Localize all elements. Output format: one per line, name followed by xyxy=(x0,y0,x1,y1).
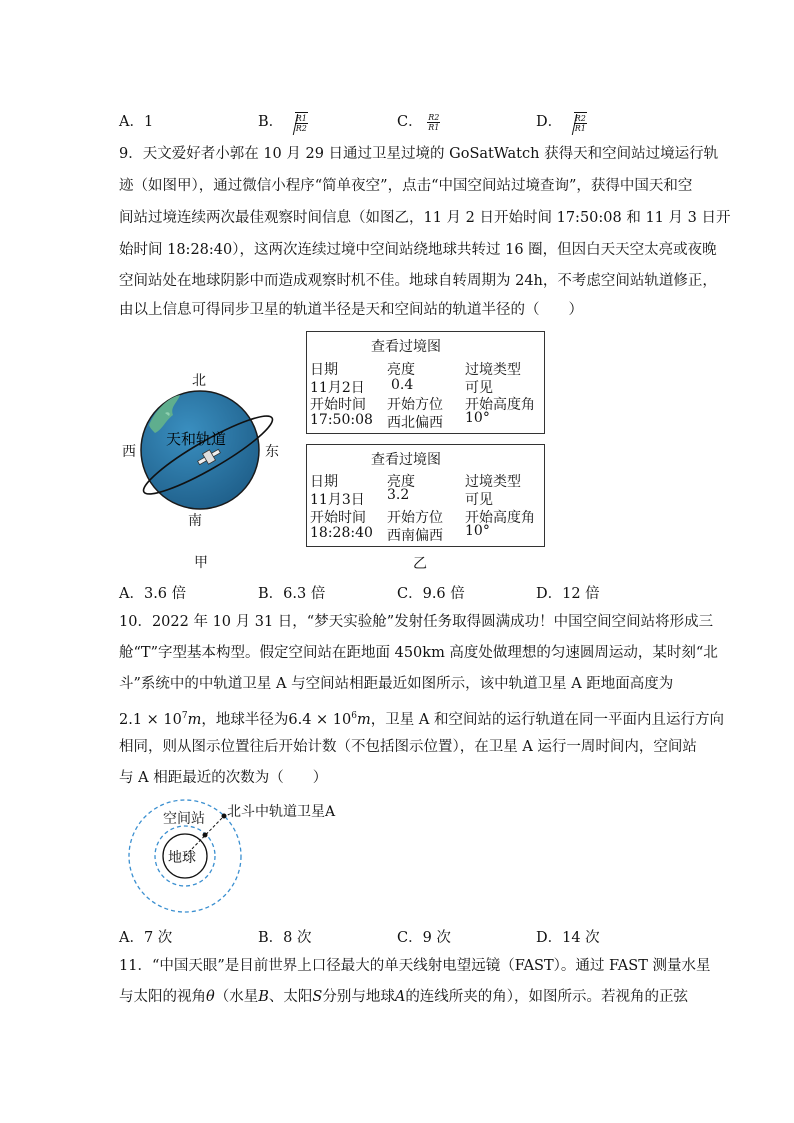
table-title: 查看过境图 xyxy=(371,452,441,468)
table-cell: 亮度 xyxy=(387,362,415,378)
compass-south: 南 xyxy=(188,513,202,529)
table-cell: 可见 xyxy=(465,492,493,508)
q10-line: 10．2022 年 10 月 31 日，“梦天实验舱”发射任务取得圆满成功！中国空间空间站将形成三 xyxy=(119,614,714,630)
table-cell: 可见 xyxy=(465,380,493,396)
table-cell: 开始高度角 xyxy=(465,397,535,413)
table-cell: 亮度 xyxy=(387,474,415,490)
pass-info-table-1 xyxy=(306,331,545,434)
table-cell: 0.4 xyxy=(391,377,414,393)
q10-option-a: A．7 次 xyxy=(119,930,173,946)
table-cell: 过境类型 xyxy=(465,474,521,490)
orbit-label: 天和轨道 xyxy=(166,430,227,448)
table-cell: 17:50:08 xyxy=(310,412,373,428)
q9-option-d: D．12 倍 xyxy=(536,586,600,602)
figure-caption-b: 乙 xyxy=(413,556,427,572)
q9-line: 由以上信息可得同步卫星的轨道半径是天和空间站的轨道半径的（ ） xyxy=(119,302,583,318)
table-cell: 日期 xyxy=(310,362,338,378)
table-cell: 开始方位 xyxy=(387,397,443,413)
q10-line: $2.1 \times 10^7m$，地球半径为$6.4 \times 10^6m$，卫星 A 和空间站的运行轨道在同一平面内且运行方向 xyxy=(119,711,724,728)
table-cell: 10° xyxy=(465,410,490,426)
q9-line: 始时间 18:28:40），这两次连续过境中空间站绕地球共转过 16 圈，但因白天天空太亮或夜晚 xyxy=(119,242,717,258)
compass-north: 北 xyxy=(192,373,206,389)
q10-line: 相同，则从图示位置往后开始计数（不包括图示位置），在卫星 A 运行一周时间内，空间站 xyxy=(119,739,697,755)
compass-east: 东 xyxy=(265,444,279,460)
table-cell: 18:28:40 xyxy=(310,525,373,541)
table-cell: 10° xyxy=(465,523,490,539)
q10-option-c: C．9 次 xyxy=(397,930,451,946)
table-cell: 日期 xyxy=(310,474,338,490)
q11-line: 与太阳的视角θ（水星B、太阳S分别与地球A的连线所夹的角），如图所示。若视角的正弦 xyxy=(119,989,689,1005)
q10-line: 斗”系统中的中轨道卫星 A 与空间站相距最近如图所示，该中轨道卫星 A 距地面高度为 xyxy=(119,676,674,692)
sat-a-dot xyxy=(222,814,227,819)
q9-line: 9．天文爱好者小郭在 10 月 29 日通过卫星过境的 GoSatWatch 获得天和空间站过境运行轨 xyxy=(119,146,719,162)
q8-option-c: C． $\frac{R2}{R1}$ xyxy=(397,112,440,132)
q8-option-b: B． $\frac{R1}{R2}$ xyxy=(258,113,307,133)
table-cell: 开始高度角 xyxy=(465,510,535,526)
compass-west: 西 xyxy=(122,444,136,460)
table-cell: 西南偏西 xyxy=(387,528,443,544)
q9-option-a: A．3.6 倍 xyxy=(119,586,187,602)
sqrt-symbol: $\frac{R1}{R2}$ xyxy=(288,112,308,133)
q9-line: 间站过境连续两次最佳观察时间信息（如图乙，11 月 2 日开始时间 17:50:08 和 11 月 3 日开 xyxy=(119,210,731,226)
table-cell: 开始时间 xyxy=(310,397,366,413)
table-cell: 西北偏西 xyxy=(387,415,443,431)
q10-line: 与 A 相距最近的次数为（ ） xyxy=(119,770,328,786)
q8-option-a: A．1 xyxy=(119,114,154,130)
table-cell: 开始方位 xyxy=(387,510,443,526)
q9-option-b: B．6.3 倍 xyxy=(258,586,326,602)
sqrt-symbol: $\frac{R2}{R1}$ xyxy=(567,112,587,133)
table-cell: 过境类型 xyxy=(465,362,521,378)
q9-option-c: C．9.6 倍 xyxy=(397,586,465,602)
station-label: 空间站 xyxy=(163,811,205,827)
table-title: 查看过境图 xyxy=(371,339,441,355)
sat-a-label: 北斗中轨道卫星A xyxy=(227,804,336,820)
table-cell: 3.2 xyxy=(387,487,410,503)
q9-line: 迹（如图甲），通过微信小程序“简单夜空”，点击“中国空间站过境查询”，获得中国天和空 xyxy=(119,178,693,194)
station-dot xyxy=(203,833,208,838)
q8-option-d: D． $\frac{R2}{R1}$ xyxy=(536,113,586,133)
q9-line: 空间站处在地球阴影中而造成观察时机不佳。地球自转周期为 24h，不考虑空间站轨道修正， xyxy=(119,273,717,289)
table-cell: 11月3日 xyxy=(310,492,365,508)
figure-caption-a: 甲 xyxy=(194,555,208,571)
table-cell: 开始时间 xyxy=(310,510,366,526)
earth-label: 地球 xyxy=(168,850,196,866)
table-cell: 11月2日 xyxy=(310,380,365,396)
pass-info-table-2 xyxy=(306,444,545,547)
q11-line: 11．“中国天眼”是目前世界上口径最大的单天线射电望远镜（FAST）。通过 FAST 测量水星 xyxy=(119,958,711,974)
q10-line: 舱“T”字型基本构型。假定空间站在距地面 450km 高度处做理想的匀速圆周运动，某时刻“北 xyxy=(119,645,718,661)
q10-option-d: D．14 次 xyxy=(536,930,600,946)
q10-option-b: B．8 次 xyxy=(258,930,312,946)
